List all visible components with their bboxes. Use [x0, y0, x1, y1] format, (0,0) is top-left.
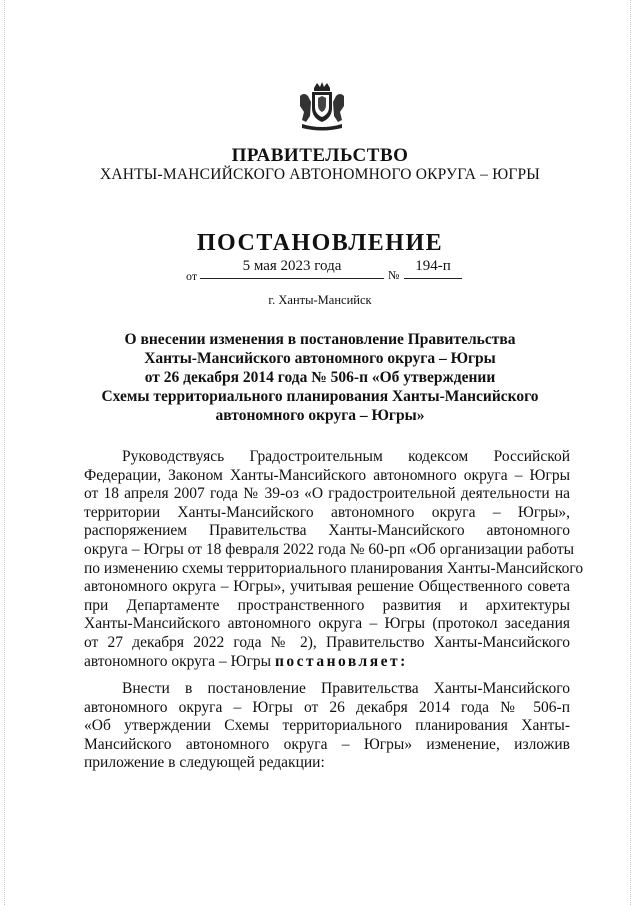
document-city: г. Ханты-Мансийск [268, 293, 372, 307]
document-heading [100, 330, 540, 425]
heading-line: Схемы территориального планирования Ханты-Мансийского [101, 388, 539, 405]
paragraph-line: Федерации, Законом Ханты-Мансийского автономного округа – Югры [84, 466, 570, 484]
paragraph-line: округа – Югры от 18 февраля 2022 года № 60-рп «Об организации работы [84, 540, 575, 558]
coat-of-arms-icon [296, 82, 348, 132]
document-number: 194-п [415, 258, 451, 274]
resolution-verb: постановляет: [274, 652, 408, 670]
paragraph-amendment [84, 680, 570, 773]
heading-line: от 26 декабря 2014 года № 506-п «Об утверждении [144, 369, 496, 386]
heading-line: О внесении изменения в постановление Правительства [124, 331, 516, 348]
paragraph-line: от 27 декабря 2022 года № 2), Правительство Ханты-Мансийского [84, 633, 570, 651]
paragraph-line: распоряжением Правительства Ханты-Мансийского автономного [84, 522, 570, 540]
paragraph-line: приложение в следующей редакции: [84, 754, 325, 772]
number-label: № [388, 268, 400, 282]
paragraph-line: автономного округа – Югры», учитывая решение Общественного совета [84, 578, 570, 596]
number-underline [404, 278, 462, 279]
government-subtitle: ХАНТЫ-МАНСИЙСКОГО АВТОНОМНОГО ОКРУГА – ЮГРЫ [99, 166, 541, 183]
paragraph-line: «Об утверждении Схемы территориального планирования Ханты- [84, 717, 570, 735]
paragraph-last-line [84, 653, 570, 672]
paragraph-line: Ханты-Мансийского автономного округа – Югры (протокол заседания [84, 615, 570, 633]
date-label: от [186, 269, 198, 283]
heading-line: автономного округа – Югры» [215, 407, 425, 424]
paragraph-line: территории Ханты-Мансийского автономного округа – Югры», [84, 503, 570, 521]
paragraph-line: от 18 апреля 2007 года № 39-оз «О градостроительной деятельности на [84, 485, 570, 503]
document-date: 5 мая 2023 года [242, 258, 342, 274]
scan-edge-left [4, 0, 6, 905]
document-type: ПОСТАНОВЛЕНИЕ [196, 230, 444, 256]
paragraph-line: Мансийского автономного округа – Югры» изменение, изложив [84, 735, 570, 753]
paragraph-line: при Департаменте пространственного развития и архитектуры [84, 596, 570, 614]
date-underline [200, 278, 384, 279]
paragraph-line: Внести в постановление Правительства Ханты-Мансийского [122, 680, 570, 697]
paragraph-line: автономного округа – Югры от 26 декабря 2014 года № 506-п [84, 698, 570, 716]
scan-edge-right [630, 0, 632, 905]
paragraph-preamble [84, 448, 584, 671]
paragraph-line: по изменению схемы территориального планирования Ханты-Мансийского [84, 559, 584, 577]
paragraph-line: Руководствуясь Градостроительным кодексом Российской [122, 448, 570, 465]
date-number-row [0, 258, 640, 284]
heading-line: Ханты-Мансийского автономного округа – Югры [144, 350, 496, 367]
government-title: ПРАВИТЕЛЬСТВО [231, 145, 409, 166]
paragraph-line-text: автономного округа – Югры [84, 652, 272, 670]
